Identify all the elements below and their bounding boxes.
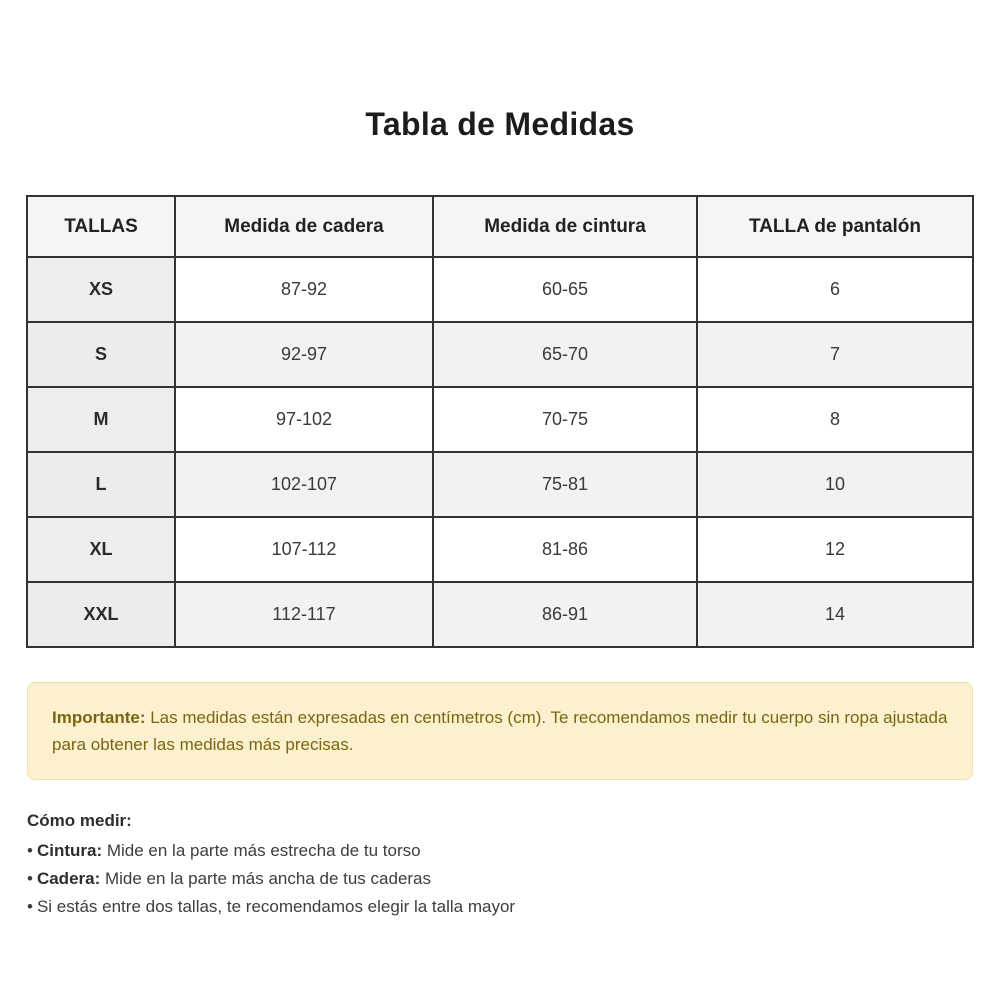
size-label: L	[27, 452, 175, 517]
table-row-m	[27, 387, 973, 452]
table-header	[27, 196, 973, 257]
hip-value: 112-117	[175, 582, 433, 647]
list-item	[27, 865, 973, 893]
hip-value: 87-92	[175, 257, 433, 322]
table-row-l	[27, 452, 973, 517]
header-tallas: TALLAS	[27, 196, 175, 257]
header-pantalon: TALLA de pantalón	[697, 196, 973, 257]
important-notice	[27, 682, 973, 780]
how-to-heading: Cómo medir:	[27, 811, 132, 831]
waist-value: 70-75	[433, 387, 697, 452]
page-title: Tabla de Medidas	[365, 106, 635, 142]
list-item	[27, 837, 973, 865]
pant-value: 10	[697, 452, 973, 517]
header-cadera: Medida de cadera	[175, 196, 433, 257]
header-row	[27, 196, 973, 257]
bullet-icon: •	[27, 897, 33, 916]
notice-label: Importante:	[52, 708, 146, 727]
table-row-xxl	[27, 582, 973, 647]
waist-value: 81-86	[433, 517, 697, 582]
bullet-icon: •	[27, 841, 33, 861]
pant-value: 7	[697, 322, 973, 387]
notice-text: Las medidas están expresadas en centímetros (cm). Te recomendamos medir tu cuerpo sin ropa ajustada para obtener las medidas más precisas.	[52, 708, 948, 755]
header-cintura: Medida de cintura	[433, 196, 697, 257]
bullet-icon: •	[27, 869, 33, 889]
waist-value: 86-91	[433, 582, 697, 647]
pant-value: 8	[697, 387, 973, 452]
how-to-measure-section	[27, 807, 973, 921]
size-label: XS	[27, 257, 175, 322]
hip-value: 102-107	[175, 452, 433, 517]
list-item	[27, 893, 973, 921]
pant-value: 14	[697, 582, 973, 647]
item-label: Cadera:	[36, 869, 101, 889]
size-label: M	[27, 387, 175, 452]
item-text: Si estás entre dos tallas, te recomendamos elegir la talla mayor	[36, 897, 516, 916]
waist-value: 60-65	[433, 257, 697, 322]
waist-value: 75-81	[433, 452, 697, 517]
pant-value: 12	[697, 517, 973, 582]
table-body	[27, 257, 973, 647]
item-label: Cintura:	[36, 841, 103, 861]
hip-value: 107-112	[175, 517, 433, 582]
hip-value: 97-102	[175, 387, 433, 452]
table-row-xs	[27, 257, 973, 322]
size-chart-table	[26, 195, 974, 648]
table-row-s	[27, 322, 973, 387]
size-label: XL	[27, 517, 175, 582]
table-row-xl	[27, 517, 973, 582]
size-label: S	[27, 322, 175, 387]
size-label: XXL	[27, 582, 175, 647]
hip-value: 92-97	[175, 322, 433, 387]
pant-value: 6	[697, 257, 973, 322]
waist-value: 65-70	[433, 322, 697, 387]
item-text: Mide en la parte más ancha de tus caderas	[100, 869, 432, 889]
item-text: Mide en la parte más estrecha de tu torso	[102, 841, 421, 861]
